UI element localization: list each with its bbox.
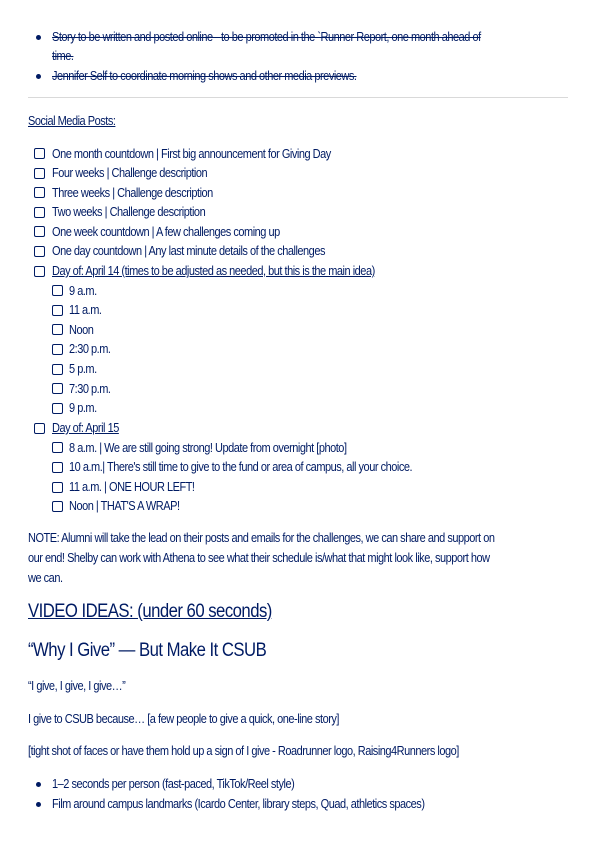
checkbox[interactable] bbox=[34, 246, 45, 257]
checklist-item: Four weeks | Challenge description bbox=[52, 166, 208, 180]
top-bullet-1-text: Story to be written and posted online - to be promoted in the `Runner Report, one month ahead of bbox=[52, 30, 481, 44]
checkbox[interactable] bbox=[52, 482, 63, 493]
social-heading-text: Social Media Posts: bbox=[28, 114, 116, 128]
social-heading bbox=[28, 112, 127, 130]
time-item: 9 a.m. bbox=[69, 284, 97, 298]
checklist-item: Three weeks | Challenge description bbox=[52, 186, 213, 200]
divider bbox=[28, 97, 568, 98]
checkbox[interactable] bbox=[34, 207, 45, 218]
bullet-dot bbox=[36, 802, 41, 807]
checklist-item: One day countdown | Any last minute details of the challenges bbox=[52, 244, 325, 258]
checklist-item: One month countdown | First big announcement for Giving Day bbox=[52, 147, 331, 161]
video-bullet: 1–2 seconds per person (fast-paced, TikTok/Reel style) bbox=[52, 777, 295, 791]
bullet-dot bbox=[36, 74, 41, 79]
video-paragraph: I give to CSUB because… [a few people to give a quick, one-line story] bbox=[28, 712, 339, 726]
checkbox[interactable] bbox=[34, 266, 45, 277]
checklist-item-april14: Day of: April 14 (times to be adjusted as needed, but this is the main idea) bbox=[52, 264, 375, 278]
top-bullet-2 bbox=[52, 67, 398, 85]
video-paragraph: [tight shot of faces or have them hold up a sign of I give - Roadrunner logo, Raising4Runners logo] bbox=[28, 744, 459, 758]
checkbox[interactable] bbox=[52, 324, 63, 335]
april15-item: 10 a.m.| There's still time to give to the fund or area of campus, all your choice. bbox=[69, 460, 413, 474]
april15-item: Noon | THAT'S A WRAP! bbox=[69, 499, 180, 513]
note-line: we can. bbox=[28, 571, 63, 585]
time-item: Noon bbox=[69, 323, 94, 337]
bullet-dot bbox=[36, 35, 41, 40]
top-bullet-2-text: Jennifer Self to coordinate morning shows and other media previews. bbox=[52, 69, 357, 83]
checkbox[interactable] bbox=[52, 285, 63, 296]
checkbox[interactable] bbox=[52, 501, 63, 512]
checklist-item: One week countdown | A few challenges coming up bbox=[52, 225, 280, 239]
time-item: 2:30 p.m. bbox=[69, 342, 111, 356]
top-bullet-1 bbox=[52, 28, 539, 46]
checkbox[interactable] bbox=[52, 344, 63, 355]
checklist-item: Two weeks | Challenge description bbox=[52, 205, 206, 219]
top-bullet-1-cont bbox=[52, 47, 76, 65]
checkbox[interactable] bbox=[34, 226, 45, 237]
time-item: 5 p.m. bbox=[69, 362, 97, 376]
april15-item: 8 a.m. | We are still going strong! Update from overnight [photo] bbox=[69, 441, 347, 455]
checkbox[interactable] bbox=[52, 442, 63, 453]
time-item: 7:30 p.m. bbox=[69, 382, 111, 396]
note-line: our end! Shelby can work with Athena to see what their schedule is/what that might look like, support how bbox=[28, 551, 490, 565]
checkbox[interactable] bbox=[52, 383, 63, 394]
video-heading: VIDEO IDEAS: (under 60 seconds) bbox=[28, 601, 272, 622]
bullet-dot bbox=[36, 782, 41, 787]
note-line: NOTE: Alumni will take the lead on their posts and emails for the challenges, we can share and support on bbox=[28, 531, 495, 545]
checkbox[interactable] bbox=[34, 168, 45, 179]
video-subheading: “Why I Give” — But Make It CSUB bbox=[28, 640, 267, 661]
top-bullet-1-cont-text: time. bbox=[52, 49, 74, 63]
checkbox[interactable] bbox=[52, 364, 63, 375]
checkbox[interactable] bbox=[34, 423, 45, 434]
checkbox[interactable] bbox=[52, 462, 63, 473]
time-item: 11 a.m. bbox=[69, 303, 102, 317]
time-item: 9 p.m. bbox=[69, 401, 97, 415]
video-paragraph: “I give, I give, I give…” bbox=[28, 679, 126, 693]
checkbox[interactable] bbox=[52, 403, 63, 414]
checkbox[interactable] bbox=[34, 148, 45, 159]
video-bullet: Film around campus landmarks (Icardo Center, library steps, Quad, athletics spaces) bbox=[52, 797, 425, 811]
april15-item: 11 a.m. | ONE HOUR LEFT! bbox=[69, 480, 195, 494]
checkbox[interactable] bbox=[34, 187, 45, 198]
checklist-item-april15: Day of: April 15 bbox=[52, 421, 119, 435]
checkbox[interactable] bbox=[52, 305, 63, 316]
